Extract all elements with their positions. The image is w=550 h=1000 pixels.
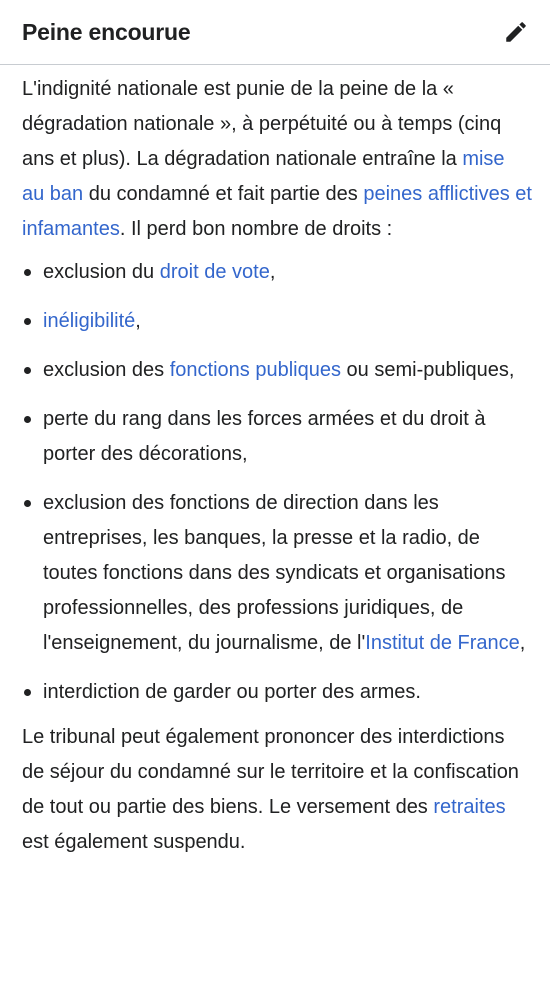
list-item-text: , (269, 261, 276, 283)
section-header (0, 0, 550, 65)
link-peines-afflictives[interactable]: peines afflictives et infamantes (22, 183, 532, 240)
list-item-text: ou semi-publiques, (340, 359, 515, 381)
list-item-text: interdiction de garder ou porter des armes. (43, 681, 421, 703)
rights-list (22, 255, 532, 710)
list-item (22, 255, 532, 290)
link-droit-de-vote[interactable]: droit de vote (159, 261, 270, 283)
outro-paragraph (22, 720, 532, 860)
list-item-text: exclusion du (43, 261, 160, 283)
intro-text-3: . Il perd bon nombre de droits : (119, 218, 393, 240)
link-fonctions-publiques[interactable]: fonctions publiques (169, 359, 341, 381)
list-item (22, 675, 532, 710)
intro-text-2: du condamné et fait partie des (83, 183, 364, 205)
list-item-text: exclusion des (43, 359, 170, 381)
list-item (22, 304, 532, 339)
outro-text-1: Le tribunal peut également prononcer des interdictions de séjour du condamné sur le territoire et la confiscation de tout ou partie des biens. Le versement des (22, 726, 519, 818)
intro-paragraph (22, 72, 532, 247)
pencil-icon (503, 19, 529, 45)
link-mise-au-ban[interactable]: mise au ban (22, 148, 505, 205)
list-item-text: , (519, 632, 526, 654)
section-content (22, 72, 532, 860)
link-institut-de-france[interactable]: Institut de France (365, 632, 520, 654)
list-item-text: exclusion des fonctions de direction dans les entreprises, les banques, la presse et la radio, de toutes fonctions dans des syndicats et organisations professionnelles, des professions juridiques, de l'enseignement, du journalisme, de l' (43, 492, 506, 654)
intro-text-1: L'indignité nationale est punie de la peine de la « dégradation nationale », à perpétuité ou à temps (cinq ans et plus). La dégradation nationale entraîne la (22, 78, 502, 170)
list-item (22, 486, 532, 661)
list-item-text: perte du rang dans les forces armées et du droit à porter des décorations, (43, 408, 486, 465)
list-item (22, 353, 532, 388)
link-retraites[interactable]: retraites (433, 796, 506, 818)
section-title: Peine encourue (22, 19, 191, 45)
list-item-text: , (135, 310, 141, 332)
list-item (22, 402, 532, 472)
edit-section-button[interactable] (500, 16, 532, 48)
outro-text-2: est également suspendu. (22, 831, 246, 853)
link-ineligibilite[interactable]: inéligibilité (43, 310, 136, 332)
